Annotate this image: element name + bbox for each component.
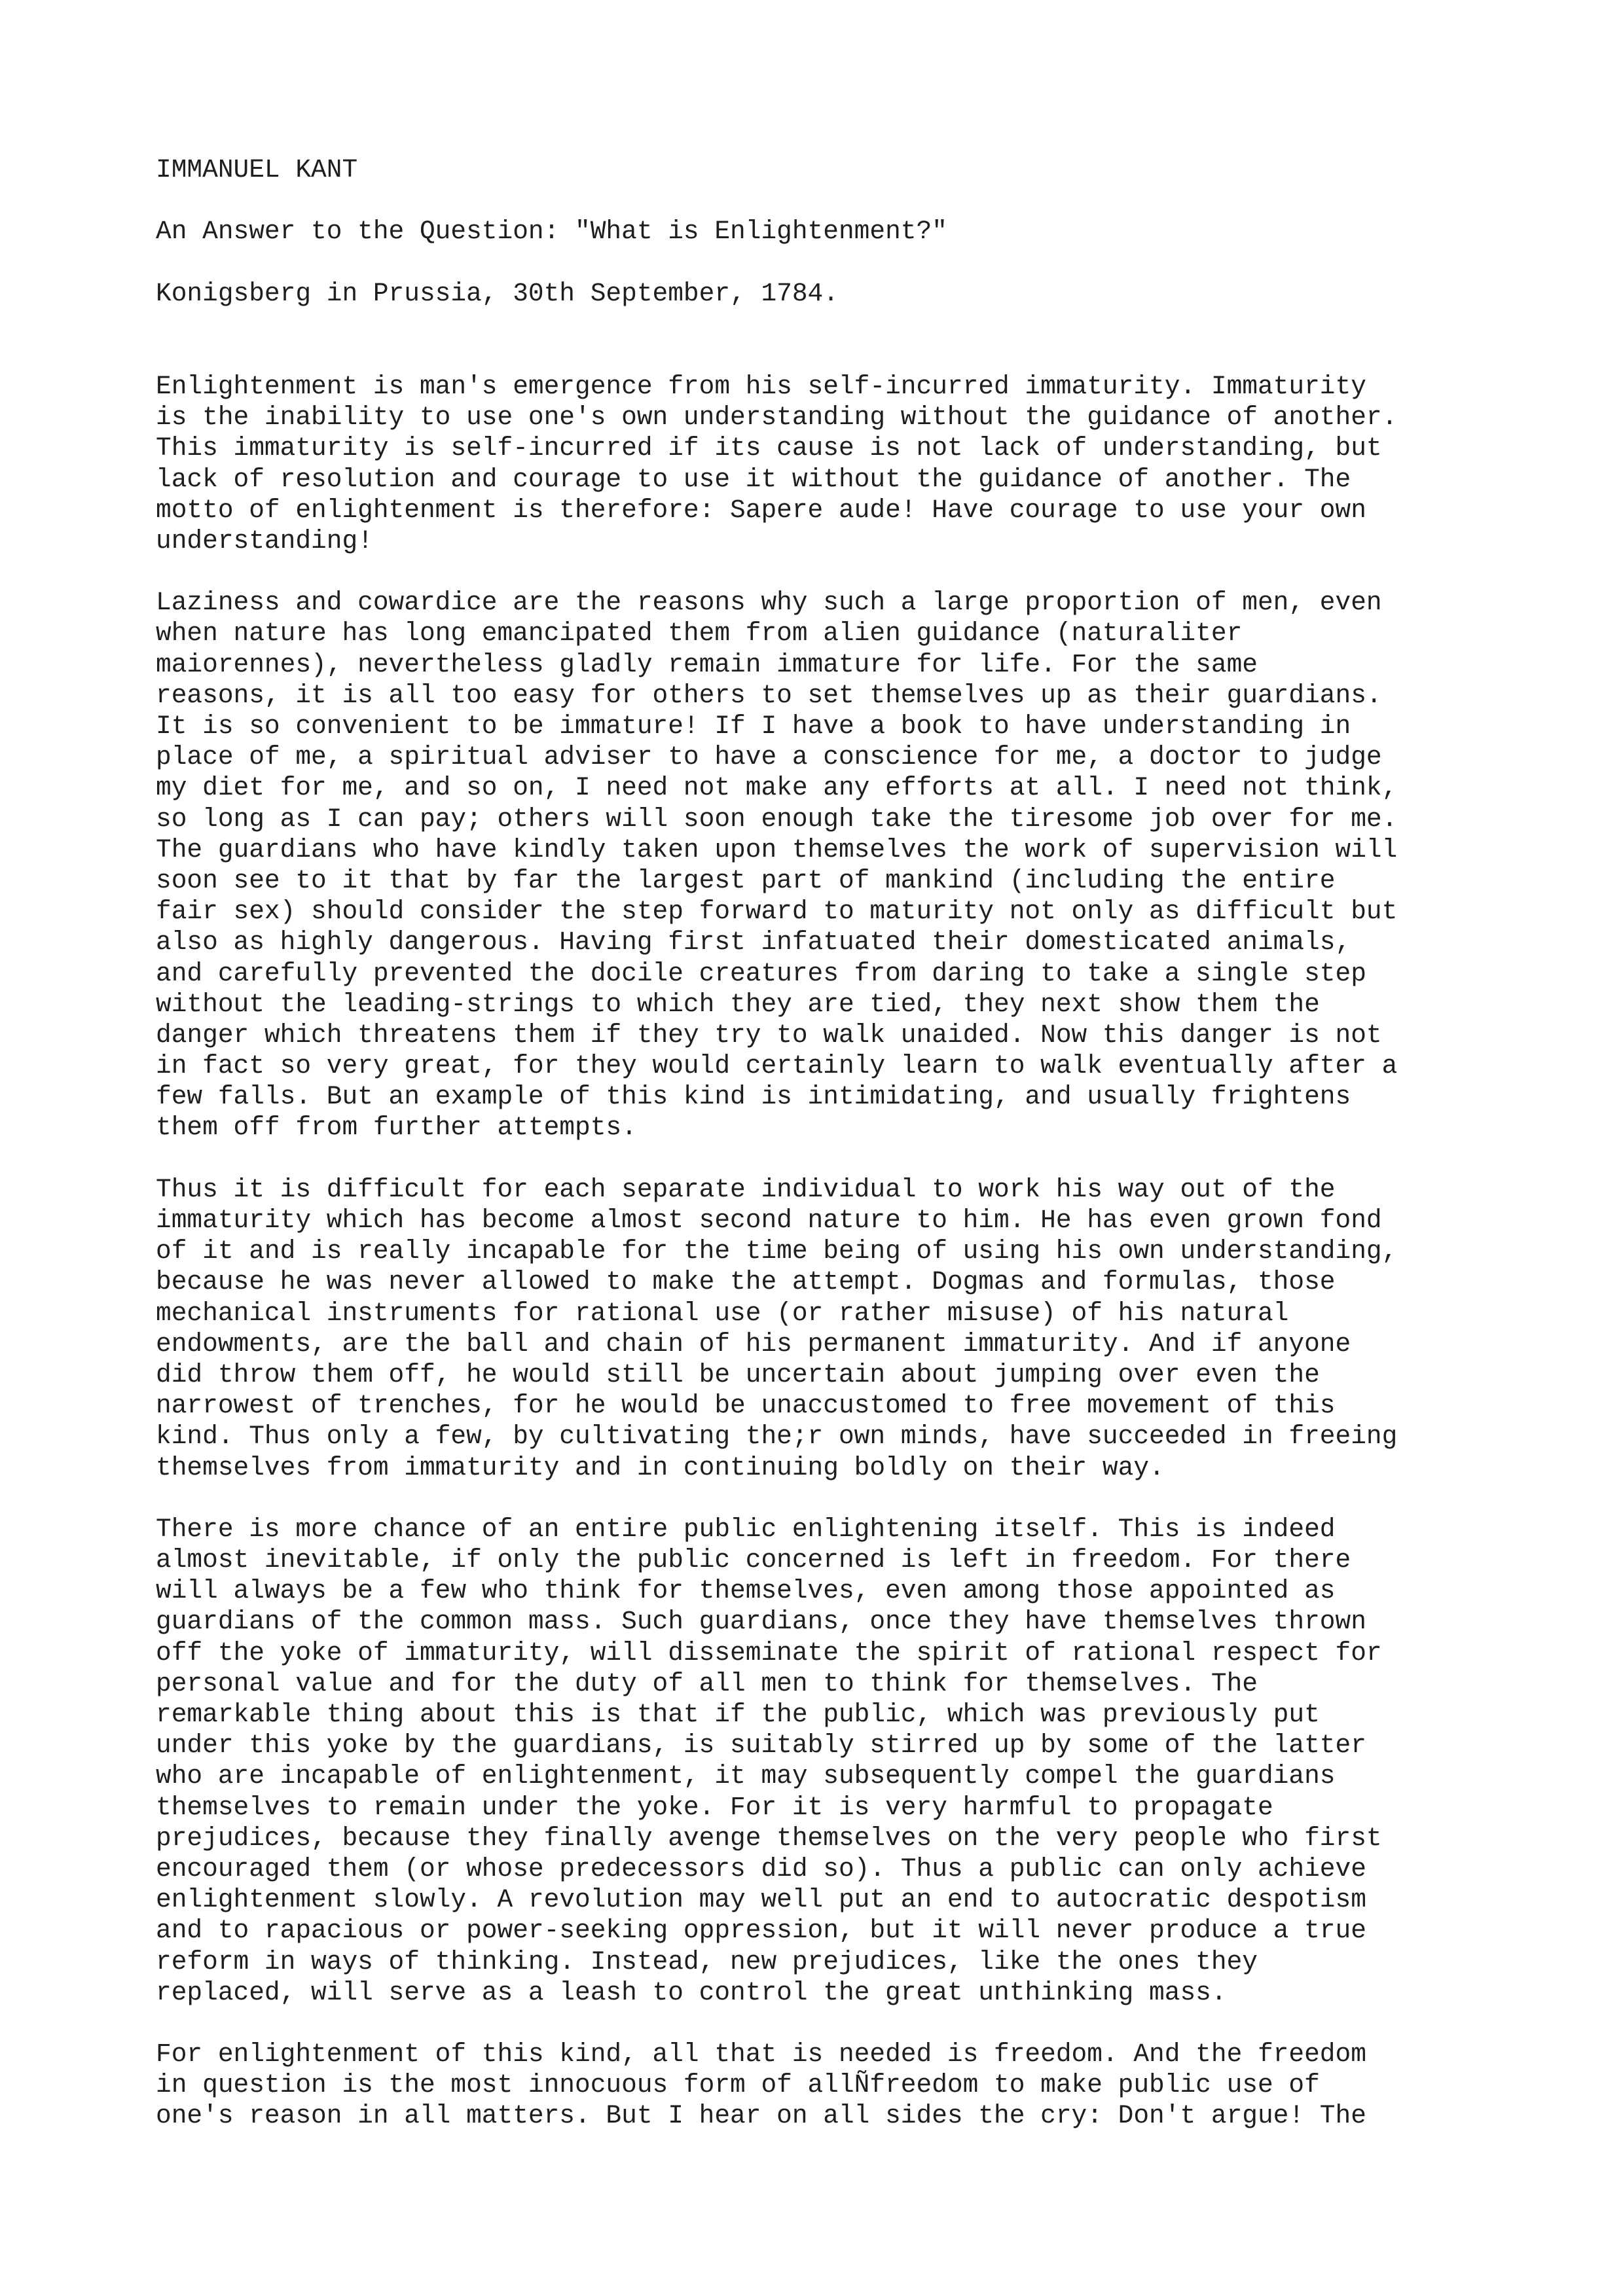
text-line: will always be a few who think for themselves, even among those appointed as: [156, 1576, 1336, 1606]
text-line: replaced, will serve as a leash to control the great unthinking mass.: [156, 1977, 1227, 2007]
text-line: did throw them off, he would still be uncertain about jumping over even the: [156, 1359, 1320, 1390]
spacer: [156, 185, 1531, 216]
text-line: For enlightenment of this kind, all that is needed is freedom. And the freedom: [156, 2039, 1366, 2070]
text-line: my diet for me, and so on, I need not make any efforts at all. I need not think,: [156, 773, 1398, 803]
body-text: [156, 371, 1531, 2132]
text-line: almost inevitable, if only the public concerned is left in freedom. For there: [156, 1545, 1351, 1575]
text-line: endowments, are the ball and chain of his permanent immaturity. And if anyone: [156, 1329, 1351, 1359]
text-line: lack of resolution and courage to use it without the guidance of another. The: [156, 464, 1351, 494]
text-line: Enlightenment is man's emergence from his self-incurred immaturity. Immaturity: [156, 371, 1366, 401]
text-line: without the leading-strings to which they are tied, they next show them the: [156, 989, 1320, 1019]
text-line: Thus it is difficult for each separate individual to work his way out of the: [156, 1174, 1336, 1204]
text-line: narrowest of trenches, for he would be unaccustomed to free movement of this: [156, 1391, 1336, 1421]
text-line: and to rapacious or power-seeking oppression, but it will never produce a true: [156, 1916, 1366, 1946]
text-line: of it and is really incapable for the time being of using his own understanding,: [156, 1236, 1398, 1266]
text-line: one's reason in all matters. But I hear on all sides the cry: Don't argue! The: [156, 2101, 1366, 2131]
text-line: Laziness and cowardice are the reasons why such a large proportion of men, even: [156, 588, 1382, 618]
text-line: few falls. But an example of this kind is intimidating, and usually frightens: [156, 1082, 1351, 1112]
spacer: [156, 309, 1531, 371]
text-line: The guardians who have kindly taken upon themselves the work of supervision will: [156, 834, 1398, 865]
text-line: reform in ways of thinking. Instead, new prejudices, like the ones they: [156, 1946, 1258, 1977]
text-line: kind. Thus only a few, by cultivating the;r own minds, have succeeded in freeing: [156, 1422, 1398, 1452]
text-line: maiorennes), nevertheless gladly remain immature for life. For the same: [156, 649, 1258, 679]
text-line: encouraged them (or whose predecessors did so). Thus a public can only achieve: [156, 1854, 1366, 1884]
text-line: remarkable thing about this is that if the public, which was previously put: [156, 1700, 1320, 1729]
text-line: who are incapable of enlightenment, it may subsequently compel the guardians: [156, 1761, 1336, 1791]
text-line: in question is the most innocuous form of allÑfreedom to make public use of: [156, 2070, 1320, 2100]
text-line: because he was never allowed to make the attempt. Dogmas and formulas, those: [156, 1267, 1336, 1297]
text-line: guardians of the common mass. Such guardians, once they have themselves thrown: [156, 1607, 1366, 1637]
text-line: them off from further attempts.: [156, 1113, 637, 1143]
author-name: IMMANUEL KANT: [156, 155, 358, 185]
text-line: also as highly dangerous. Having first infatuated their domesticated animals,: [156, 927, 1351, 958]
text-line: themselves to remain under the yoke. For it is very harmful to propagate: [156, 1792, 1273, 1822]
text-line: danger which threatens them if they try to walk unaided. Now this danger is not: [156, 1020, 1382, 1050]
text-line: personal value and for the duty of all men to think for themselves. The: [156, 1668, 1258, 1698]
text-line: themselves from immaturity and in continuing boldly on their way.: [156, 1452, 1165, 1482]
text-line: reasons, it is all too easy for others to set themselves up as their guardians.: [156, 680, 1382, 710]
document-title: An Answer to the Question: "What is Enlightenment?": [156, 217, 947, 247]
text-line: motto of enlightenment is therefore: Sapere aude! Have courage to use your own: [156, 495, 1366, 525]
text-line: mechanical instruments for rational use (or rather misuse) of his natural: [156, 1298, 1289, 1328]
paragraph: [156, 371, 1531, 556]
document-page: [156, 154, 1531, 2162]
text-line: in fact so very great, for they would certainly learn to walk eventually after a: [156, 1051, 1398, 1081]
text-line: There is more chance of an entire public enlightening itself. This is indeed: [156, 1514, 1336, 1544]
paragraph: [156, 587, 1531, 1143]
text-line: immaturity which has become almost second nature to him. He has even grown fond: [156, 1206, 1382, 1235]
text-line: soon see to it that by far the largest part of mankind (including the entire: [156, 865, 1336, 895]
text-line: and carefully prevented the docile creatures from daring to take a single step: [156, 958, 1366, 988]
text-line: enlightenment slowly. A revolution may well put an end to autocratic despotism: [156, 1885, 1366, 1915]
place-date: Konigsberg in Prussia, 30th September, 1784.: [156, 278, 839, 308]
spacer: [156, 247, 1531, 278]
text-line: prejudices, because they finally avenge themselves on the very people who first: [156, 1823, 1382, 1853]
paragraph: [156, 2039, 1531, 2132]
paragraph: [156, 1514, 1531, 2008]
text-line: It is so convenient to be immature! If I have a book to have understanding in: [156, 711, 1351, 741]
text-line: place of me, a spiritual adviser to have a conscience for me, a doctor to judge: [156, 742, 1382, 772]
paragraph: [156, 1174, 1531, 1483]
text-line: when nature has long emancipated them from alien guidance (naturaliter: [156, 619, 1243, 649]
text-line: off the yoke of immaturity, will disseminate the spirit of rational respect for: [156, 1638, 1382, 1668]
text-line: understanding!: [156, 526, 373, 556]
text-line: is the inability to use one's own understanding without the guidance of another.: [156, 403, 1398, 433]
text-line: so long as I can pay; others will soon enough take the tiresome job over for me.: [156, 804, 1398, 834]
text-line: under this yoke by the guardians, is suitably stirred up by some of the latter: [156, 1731, 1366, 1761]
text-line: fair sex) should consider the step forward to maturity not only as difficult but: [156, 897, 1398, 927]
text-line: This immaturity is self-incurred if its cause is not lack of understanding, but: [156, 433, 1382, 463]
